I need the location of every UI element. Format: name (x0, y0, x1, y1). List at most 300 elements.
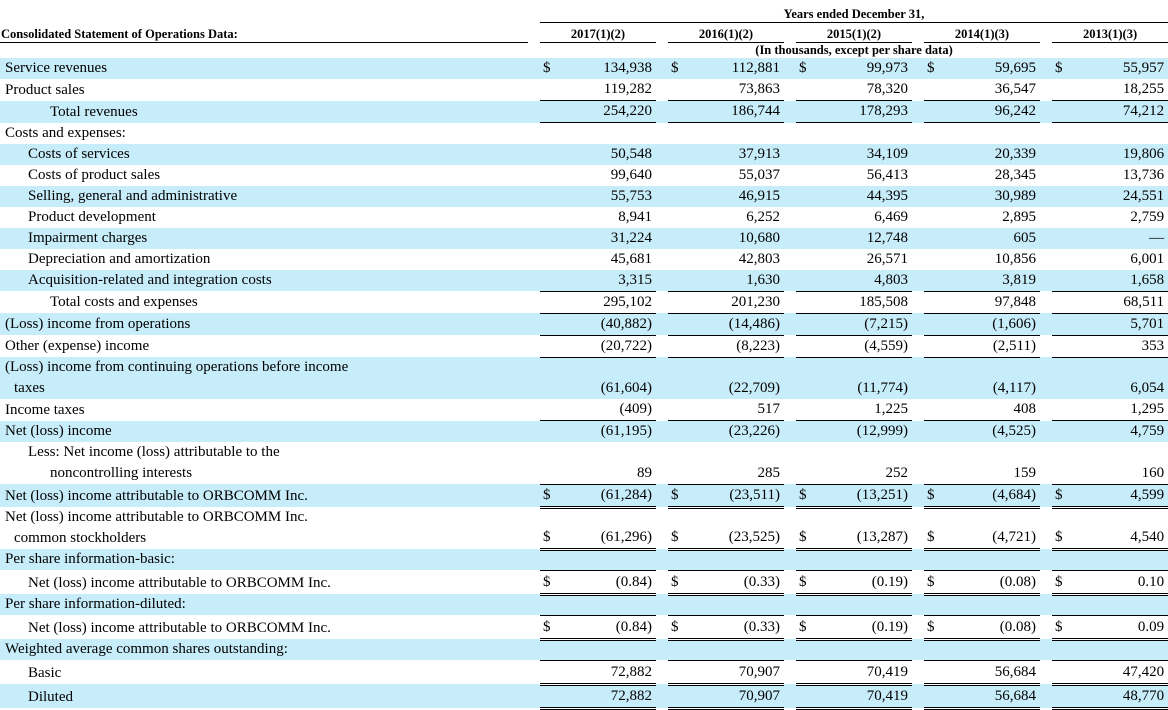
value-cell: 3,315 (562, 270, 656, 292)
table-title: Consolidated Statement of Operations Data: (0, 22, 528, 42)
dollar-sign-cell (1052, 399, 1074, 421)
dollar-sign-cell (924, 101, 946, 123)
value-cell: (23,226) (728, 423, 780, 439)
dollar-sign-cell: $ (924, 570, 946, 594)
value-cell: 2,895 (1002, 208, 1036, 225)
row-label (0, 101, 528, 123)
column-gap (1040, 186, 1052, 207)
column-gap (912, 594, 924, 615)
dollar-sign-cell (1052, 101, 1074, 123)
column-gap (784, 270, 796, 292)
dollar-sign-cell (668, 421, 690, 443)
column-gap (656, 507, 668, 549)
value-cell: 55,957 (1122, 60, 1165, 76)
row-label-line: Per share information-basic: (5, 551, 175, 567)
dollar-sign-cell (924, 313, 946, 335)
value-cell: (2,511) (946, 335, 1040, 357)
value-cell: 48,770 (1074, 684, 1168, 708)
row-label-line: Net (loss) income attributable to ORBCOMM Inc. (28, 620, 331, 636)
value-cell: 96,242 (946, 101, 1040, 123)
dollar-sign-cell (668, 442, 690, 484)
row-label (0, 399, 528, 421)
column-gap (1040, 249, 1052, 270)
dollar-sign-cell (796, 313, 818, 335)
table-row (0, 615, 1168, 639)
value-cell: (61,195) (600, 423, 652, 439)
dollar-sign-cell (796, 79, 818, 101)
table-row (0, 58, 1168, 79)
dollar-sign-cell: $ (668, 507, 690, 549)
column-gap (528, 507, 540, 549)
column-gap (656, 207, 668, 228)
column-gap (912, 101, 924, 123)
years-caption-row (0, 0, 1168, 22)
column-gap (784, 123, 796, 144)
dollar-sign-cell (668, 144, 690, 165)
value-cell: 30,989 (994, 187, 1036, 204)
value-cell: — (1149, 229, 1165, 246)
dollar-sign-cell (924, 357, 946, 399)
value-cell: 517 (690, 399, 784, 421)
value-cell: 4,540 (1074, 507, 1168, 549)
column-gap (528, 357, 540, 399)
dollar-sign-cell (668, 270, 690, 292)
row-label (0, 639, 528, 660)
column-gap (1040, 207, 1052, 228)
dollar-sign-cell (1052, 639, 1074, 660)
value-cell: (0.19) (818, 615, 912, 639)
dollar-sign-cell (540, 421, 562, 443)
dollar-sign-cell (796, 228, 818, 249)
column-gap (912, 442, 924, 484)
value-cell: 4,599 (1074, 484, 1168, 507)
dollar-sign-cell (668, 79, 690, 101)
column-gap (1040, 22, 1052, 42)
dollar-sign-cell (924, 270, 946, 292)
column-gap (1040, 79, 1052, 101)
dollar-sign-cell (1052, 594, 1074, 615)
row-label (0, 507, 528, 549)
dollar-sign-cell (1052, 228, 1074, 249)
value-cell: 6,252 (746, 208, 780, 225)
dollar-sign-cell: $ (924, 484, 946, 507)
value-cell: (409) (562, 399, 656, 421)
column-gap (528, 144, 540, 165)
value-cell: 353 (1074, 335, 1168, 357)
dollar-sign-cell (924, 660, 946, 684)
dollar-sign-cell (540, 442, 562, 484)
column-gap (1040, 270, 1052, 292)
column-gap (528, 442, 540, 484)
table-row (0, 79, 1168, 101)
row-label-line: Product sales (5, 81, 85, 98)
value-cell: 31,224 (610, 229, 652, 246)
column-gap (784, 22, 796, 42)
value-cell: 99,973 (866, 60, 908, 76)
dollar-sign-cell (1052, 335, 1074, 357)
dollar-sign-cell (924, 228, 946, 249)
dollar-sign-cell (1052, 291, 1074, 313)
value-cell: (8,223) (690, 335, 784, 357)
row-label-line: taxes (14, 380, 45, 396)
column-gap (912, 228, 924, 249)
dollar-sign-cell (796, 291, 818, 313)
dollar-sign-cell (796, 549, 818, 570)
table-row (0, 357, 1168, 399)
dollar-sign-cell: $ (799, 60, 807, 76)
dollar-sign-cell (540, 228, 562, 249)
value-cell: 89 (562, 442, 656, 484)
dollar-sign-cell (668, 549, 690, 570)
value-cell: (4,525) (992, 423, 1036, 439)
value-cell: 24,551 (1122, 187, 1165, 204)
dollar-sign-cell (668, 186, 690, 207)
value-cell: (20,722) (562, 335, 656, 357)
table-row (0, 270, 1168, 292)
column-gap (912, 484, 924, 507)
dollar-sign-cell (668, 335, 690, 357)
value-cell: (0.33) (690, 615, 784, 639)
dollar-sign-cell (668, 684, 690, 708)
row-label (0, 484, 528, 507)
column-gap (528, 228, 540, 249)
dollar-sign-cell: $ (540, 507, 562, 549)
value-cell: 1,658 (1074, 270, 1168, 292)
value-cell: 47,420 (1074, 660, 1168, 684)
dollar-sign-cell (924, 684, 946, 708)
value-cell: 2,759 (1130, 208, 1165, 225)
value-cell: 44,395 (866, 187, 908, 204)
dollar-sign-cell (796, 594, 818, 615)
dollar-sign-cell (1052, 165, 1074, 186)
dollar-sign-cell (540, 186, 562, 207)
row-label-line: Depreciation and amortization (28, 250, 211, 267)
dollar-sign-cell (1052, 684, 1074, 708)
value-cell: (61,604) (600, 380, 652, 396)
value-cell: (23,525) (690, 507, 784, 549)
column-gap (912, 421, 924, 443)
table-row (0, 442, 1168, 484)
row-label (0, 58, 528, 79)
dollar-sign-cell (1052, 549, 1074, 570)
column-gap (1040, 570, 1052, 594)
column-gap (528, 270, 540, 292)
value-cell: 6,054 (1130, 380, 1165, 396)
column-gap (912, 399, 924, 421)
dollar-sign-cell (796, 123, 818, 144)
value-cell: 285 (690, 442, 784, 484)
column-gap (656, 549, 668, 570)
value-cell (818, 123, 912, 144)
value-cell: 70,419 (818, 660, 912, 684)
value-cell: 605 (1013, 229, 1036, 246)
row-label (0, 615, 528, 639)
row-label-line: common stockholders (14, 530, 147, 546)
value-cell (946, 594, 1040, 615)
column-gap (912, 207, 924, 228)
value-cell: 72,882 (562, 684, 656, 708)
value-cell (946, 639, 1040, 660)
dollar-sign-cell (1052, 144, 1074, 165)
dollar-sign-cell (540, 291, 562, 313)
dollar-sign-cell (540, 335, 562, 357)
value-cell: 12,748 (866, 229, 908, 246)
dollar-sign-cell: $ (1052, 507, 1074, 549)
dollar-sign-cell: $ (540, 570, 562, 594)
dollar-sign-cell (796, 684, 818, 708)
dollar-sign-cell (540, 165, 562, 186)
column-gap (1040, 58, 1052, 79)
dollar-sign-cell (924, 594, 946, 615)
dollar-sign-cell (1052, 79, 1074, 101)
row-label (0, 549, 528, 570)
value-cell: 186,744 (690, 101, 784, 123)
dollar-sign-cell (668, 291, 690, 313)
value-cell: 1,630 (690, 270, 784, 292)
column-gap (528, 22, 540, 42)
column-gap (784, 442, 796, 484)
dollar-sign-cell (540, 207, 562, 228)
year-header-row (0, 22, 1168, 42)
value-cell: 55,037 (738, 166, 780, 183)
value-cell (818, 594, 912, 615)
row-label-line: Net (loss) income attributable to ORBCOMM Inc. (5, 509, 308, 525)
column-gap (528, 660, 540, 684)
column-gap (656, 22, 668, 42)
dollar-sign-cell: $ (927, 60, 935, 76)
row-label (0, 144, 528, 165)
row-label-line: Costs of services (28, 145, 130, 162)
column-gap (784, 335, 796, 357)
column-gap (1040, 684, 1052, 708)
value-cell: 50,548 (610, 145, 652, 162)
column-gap (528, 684, 540, 708)
column-gap (912, 291, 924, 313)
value-cell: (22,709) (728, 380, 780, 396)
row-label (0, 186, 528, 207)
value-cell: 70,419 (818, 684, 912, 708)
value-cell: 408 (946, 399, 1040, 421)
column-gap (912, 165, 924, 186)
dollar-sign-cell (924, 399, 946, 421)
value-cell: 1,225 (818, 399, 912, 421)
dollar-sign-cell (796, 639, 818, 660)
column-gap (1040, 101, 1052, 123)
value-cell: 72,882 (562, 660, 656, 684)
value-cell (946, 549, 1040, 570)
value-cell: 134,938 (603, 60, 652, 76)
column-gap (1040, 313, 1052, 335)
value-cell: 97,848 (946, 291, 1040, 313)
value-cell: 70,907 (690, 684, 784, 708)
dollar-sign-cell (924, 335, 946, 357)
value-cell: 4,759 (1130, 423, 1165, 439)
column-gap (528, 549, 540, 570)
value-cell: 159 (946, 442, 1040, 484)
dollar-sign-cell (924, 442, 946, 484)
dollar-sign-cell (540, 357, 562, 399)
value-cell: 112,881 (731, 60, 780, 76)
column-gap (656, 639, 668, 660)
column-gap (656, 58, 668, 79)
dollar-sign-cell (540, 249, 562, 270)
column-gap (1040, 615, 1052, 639)
value-cell (946, 123, 1040, 144)
dollar-sign-cell (668, 594, 690, 615)
dollar-sign-cell: $ (796, 570, 818, 594)
value-cell: 295,102 (562, 291, 656, 313)
value-cell: 55,753 (610, 187, 652, 204)
value-cell: 20,339 (994, 145, 1036, 162)
value-cell: 36,547 (946, 79, 1040, 101)
column-gap (784, 594, 796, 615)
value-cell: 0.09 (1074, 615, 1168, 639)
column-gap (528, 101, 540, 123)
table-row (0, 660, 1168, 684)
dollar-sign-cell (924, 549, 946, 570)
column-gap (912, 79, 924, 101)
column-gap (1040, 399, 1052, 421)
value-cell: 34,109 (866, 145, 908, 162)
row-label (0, 228, 528, 249)
row-label (0, 291, 528, 313)
column-gap (528, 639, 540, 660)
value-cell: 45,681 (610, 250, 652, 267)
dollar-sign-cell (796, 270, 818, 292)
row-label-line: Product development (28, 208, 156, 225)
value-cell: (61,296) (562, 507, 656, 549)
dollar-sign-cell (796, 165, 818, 186)
dollar-sign-cell (924, 291, 946, 313)
column-gap (656, 270, 668, 292)
dollar-sign-cell: $ (668, 570, 690, 594)
row-label (0, 442, 528, 484)
column-gap (784, 399, 796, 421)
value-cell: 254,220 (562, 101, 656, 123)
column-gap (912, 58, 924, 79)
dollar-sign-cell (796, 186, 818, 207)
dollar-sign-cell: $ (540, 615, 562, 639)
value-cell (690, 639, 784, 660)
column-gap (528, 570, 540, 594)
column-gap (656, 144, 668, 165)
column-gap (784, 101, 796, 123)
dollar-sign-cell (668, 228, 690, 249)
column-gap (912, 570, 924, 594)
value-cell: 99,640 (610, 166, 652, 183)
column-gap (1040, 442, 1052, 484)
row-label-line: Costs and expenses: (5, 124, 126, 141)
dollar-sign-cell (1052, 270, 1074, 292)
value-cell: (14,486) (690, 313, 784, 335)
column-gap (656, 313, 668, 335)
value-cell: 68,511 (1074, 291, 1168, 313)
column-gap (784, 165, 796, 186)
dollar-sign-cell (924, 186, 946, 207)
value-cell: (4,117) (992, 380, 1036, 396)
value-cell: 119,282 (562, 79, 656, 101)
column-gap (784, 79, 796, 101)
dollar-sign-cell: $ (924, 507, 946, 549)
row-label-line: Selling, general and administrative (28, 187, 238, 204)
column-gap (528, 79, 540, 101)
value-cell: 59,695 (994, 60, 1036, 76)
dollar-sign-cell (668, 165, 690, 186)
column-gap (784, 684, 796, 708)
column-gap (912, 144, 924, 165)
column-gap (1040, 335, 1052, 357)
value-cell: 0.10 (1074, 570, 1168, 594)
table-row (0, 291, 1168, 313)
row-label-line: Service revenues (5, 60, 108, 76)
column-gap (784, 639, 796, 660)
value-cell: (0.33) (690, 570, 784, 594)
header-spacer (0, 0, 540, 22)
column-gap (1040, 549, 1052, 570)
column-gap (656, 684, 668, 708)
column-gap (912, 186, 924, 207)
value-cell: 42,803 (738, 250, 780, 267)
dollar-sign-cell (540, 123, 562, 144)
value-cell (562, 123, 656, 144)
row-label-line: Weighted average common shares outstanding: (5, 641, 288, 657)
row-label (0, 335, 528, 357)
value-cell: 10,680 (738, 229, 780, 246)
row-label-line: Basic (28, 665, 62, 681)
dollar-sign-cell (1052, 313, 1074, 335)
value-cell: (40,882) (562, 313, 656, 335)
row-label (0, 270, 528, 292)
table-row (0, 684, 1168, 708)
row-label-line: Diluted (28, 689, 73, 705)
value-cell: 56,413 (866, 166, 908, 183)
value-cell: (12,999) (856, 423, 908, 439)
column-gap (1040, 660, 1052, 684)
value-cell (690, 549, 784, 570)
dollar-sign-cell (668, 101, 690, 123)
value-cell: 178,293 (818, 101, 912, 123)
dollar-sign-cell (540, 399, 562, 421)
value-cell (818, 639, 912, 660)
dollar-sign-cell (796, 442, 818, 484)
dollar-sign-cell: $ (671, 60, 679, 76)
column-gap (784, 144, 796, 165)
row-label-line: Acquisition-related and integration costs (28, 272, 272, 288)
row-label-line: Income taxes (5, 401, 85, 418)
row-label (0, 249, 528, 270)
value-cell: (23,511) (690, 484, 784, 507)
column-gap (528, 291, 540, 313)
value-cell: (13,287) (818, 507, 912, 549)
column-gap (784, 249, 796, 270)
column-gap (528, 313, 540, 335)
column-gap (912, 313, 924, 335)
dollar-sign-cell: $ (543, 60, 551, 76)
column-gap (656, 186, 668, 207)
column-gap (656, 79, 668, 101)
row-label (0, 570, 528, 594)
value-cell: (4,721) (946, 507, 1040, 549)
column-gap (912, 270, 924, 292)
value-cell (690, 594, 784, 615)
dollar-sign-cell (796, 421, 818, 443)
column-gap (912, 684, 924, 708)
column-gap (656, 660, 668, 684)
column-gap (528, 615, 540, 639)
column-gap (656, 101, 668, 123)
dollar-sign-cell (668, 207, 690, 228)
dollar-sign-cell (540, 270, 562, 292)
